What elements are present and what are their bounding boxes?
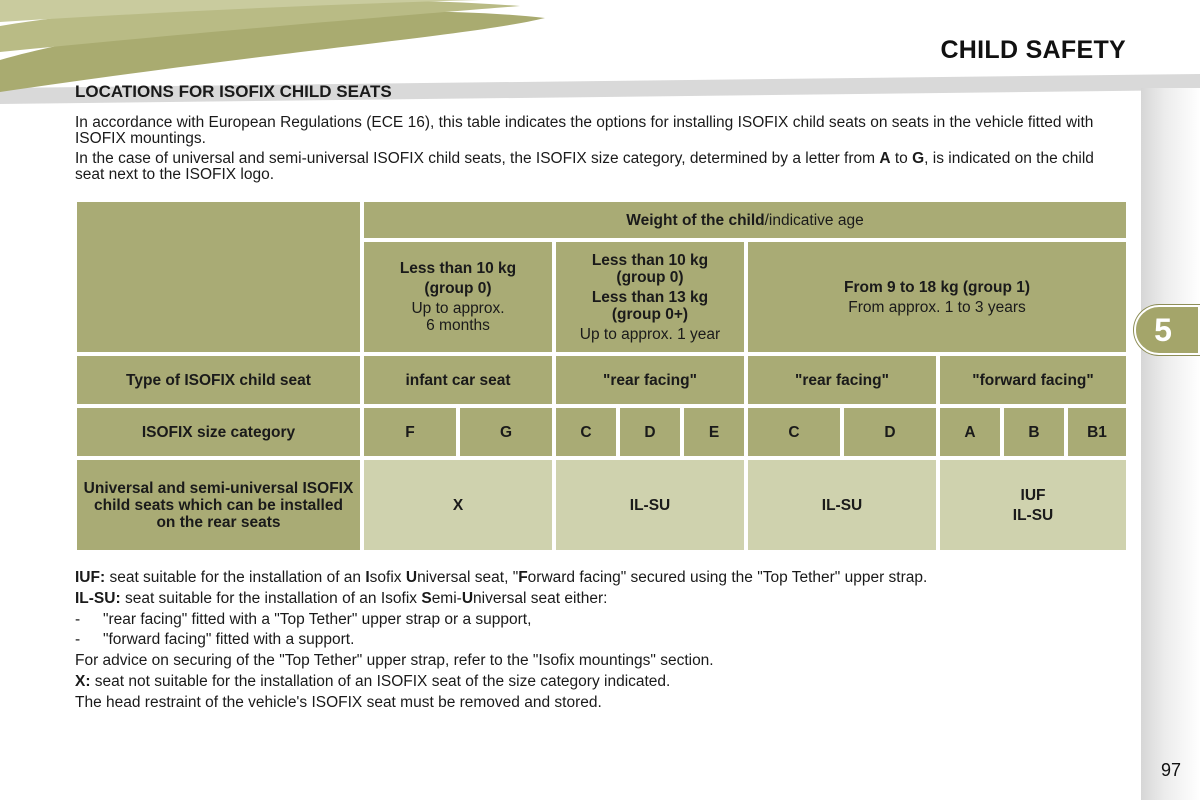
note-text: emi- bbox=[431, 589, 462, 607]
weight-text: (group 0) bbox=[616, 268, 684, 286]
weight-group-0plus-cell bbox=[556, 242, 744, 352]
universal-value-cell: X bbox=[364, 460, 552, 550]
weight-text: Less than 10 kg bbox=[591, 251, 709, 269]
age-text: Up to approx. 1 year bbox=[579, 325, 721, 343]
size-cell: C bbox=[748, 408, 840, 456]
letter-g: G bbox=[912, 150, 925, 167]
note-key: X: bbox=[75, 672, 91, 690]
note-letter: U bbox=[405, 569, 418, 586]
weight-text: Less than 10 kg bbox=[399, 260, 517, 277]
size-cell: B1 bbox=[1068, 408, 1126, 456]
intro-text-part: , is indicated on the child seat next to the ISOFIX logo. bbox=[75, 150, 1094, 183]
universal-value-text: IL-SU bbox=[1012, 506, 1054, 524]
weight-text: From 9 to 18 kg (group 1) bbox=[843, 278, 1030, 296]
note-text: sofix bbox=[369, 569, 406, 586]
type-label-cell: Type of ISOFIX child seat bbox=[77, 356, 360, 404]
weight-text: Less than 13 kg bbox=[591, 288, 709, 306]
age-text: From approx. 1 to 3 years bbox=[848, 298, 1026, 316]
empty-corner-cell bbox=[77, 202, 360, 352]
weight-text: (group 0) bbox=[424, 280, 492, 297]
note-x bbox=[75, 672, 1135, 693]
weight-header-bold: Weight of the child bbox=[626, 211, 765, 229]
size-cell: F bbox=[364, 408, 456, 456]
note-text: "forward facing" fitted with a support. bbox=[103, 631, 355, 649]
weight-text: (group 0+) bbox=[611, 305, 689, 323]
size-cell: A bbox=[940, 408, 1000, 456]
section-title: LOCATIONS FOR ISOFIX CHILD SEATS bbox=[75, 82, 392, 101]
size-label-cell: ISOFIX size category bbox=[77, 408, 360, 456]
size-cell: G bbox=[460, 408, 552, 456]
universal-value-cell: IL-SU bbox=[748, 460, 936, 550]
notes-section bbox=[75, 568, 1135, 714]
note-text: seat suitable for the installation of an Isofix bbox=[120, 589, 422, 607]
universal-label-cell: Universal and semi-universal ISOFIX child seats which can be installed on the rear seats bbox=[77, 460, 360, 550]
letter-a: A bbox=[879, 150, 891, 167]
note-letter: S bbox=[421, 589, 432, 607]
note-ilsu bbox=[75, 589, 1135, 610]
size-cell: D bbox=[620, 408, 680, 456]
note-head-restraint: The head restraint of the vehicle's ISOFIX seat must be removed and stored. bbox=[75, 693, 602, 711]
note-key: IL-SU: bbox=[75, 589, 121, 607]
type-cell: "rear facing" bbox=[556, 356, 744, 404]
note-letter: F bbox=[518, 569, 528, 586]
size-cell: C bbox=[556, 408, 616, 456]
note-advice: For advice on securing of the "Top Tether" upper strap, refer to the "Isofix mountings" section. bbox=[75, 652, 714, 670]
type-cell: "rear facing" bbox=[748, 356, 936, 404]
note-bullet-2 bbox=[75, 630, 1135, 651]
chapter-tab[interactable] bbox=[1134, 305, 1200, 355]
intro-paragraph-1: In accordance with European Regulations (ECE 16), this table indicates the options for installing ISOFIX child seats on seats in the vehicle fitted with ISOFIX mountings. bbox=[75, 114, 1094, 147]
note-key: IUF: bbox=[75, 569, 106, 586]
bullet-dash: - bbox=[75, 631, 81, 649]
page-header-title: CHILD SAFETY bbox=[940, 36, 1126, 64]
note-letter: I bbox=[365, 569, 370, 586]
intro-text bbox=[75, 115, 1127, 183]
chapter-number: 5 bbox=[1154, 311, 1172, 348]
universal-value-cell: IL-SU bbox=[556, 460, 744, 550]
note-text: niversal seat, " bbox=[417, 569, 519, 586]
age-text: Up to approx. bbox=[411, 300, 505, 317]
weight-header-rest: /indicative age bbox=[764, 211, 864, 229]
universal-value-cell bbox=[940, 460, 1126, 550]
bullet-dash: - bbox=[75, 610, 81, 628]
note-text: seat suitable for the installation of an bbox=[105, 569, 366, 586]
age-text: 6 months bbox=[426, 317, 490, 334]
note-text: orward facing" secured using the "Top Tether" upper strap. bbox=[527, 569, 928, 586]
note-iuf bbox=[75, 568, 1135, 589]
side-bar-gradient bbox=[1141, 88, 1200, 800]
size-cell: D bbox=[844, 408, 936, 456]
weight-group-1-cell bbox=[748, 242, 1126, 352]
weight-group-0-cell bbox=[364, 242, 552, 352]
type-cell: "forward facing" bbox=[940, 356, 1126, 404]
weight-header-cell bbox=[364, 202, 1126, 238]
page-number: 97 bbox=[1160, 760, 1181, 780]
note-text: seat not suitable for the installation of an ISOFIX seat of the size category indicated. bbox=[90, 672, 671, 690]
intro-paragraph-2 bbox=[75, 151, 1127, 183]
size-cell: B bbox=[1004, 408, 1064, 456]
intro-text-part: to bbox=[890, 150, 913, 167]
note-text: niversal seat either: bbox=[473, 589, 608, 607]
size-cell: E bbox=[684, 408, 744, 456]
isofix-table bbox=[73, 198, 1130, 554]
universal-value-text: IUF bbox=[1020, 486, 1046, 504]
note-letter: U bbox=[461, 589, 474, 607]
note-text: "rear facing" fitted with a "Top Tether" upper strap or a support, bbox=[103, 610, 532, 628]
intro-text-part: In the case of universal and semi-universal ISOFIX child seats, the ISOFIX size category, determined by a letter from bbox=[75, 150, 880, 167]
content-area bbox=[75, 82, 1127, 187]
note-bullet-1 bbox=[75, 610, 1135, 631]
type-cell: infant car seat bbox=[364, 356, 552, 404]
